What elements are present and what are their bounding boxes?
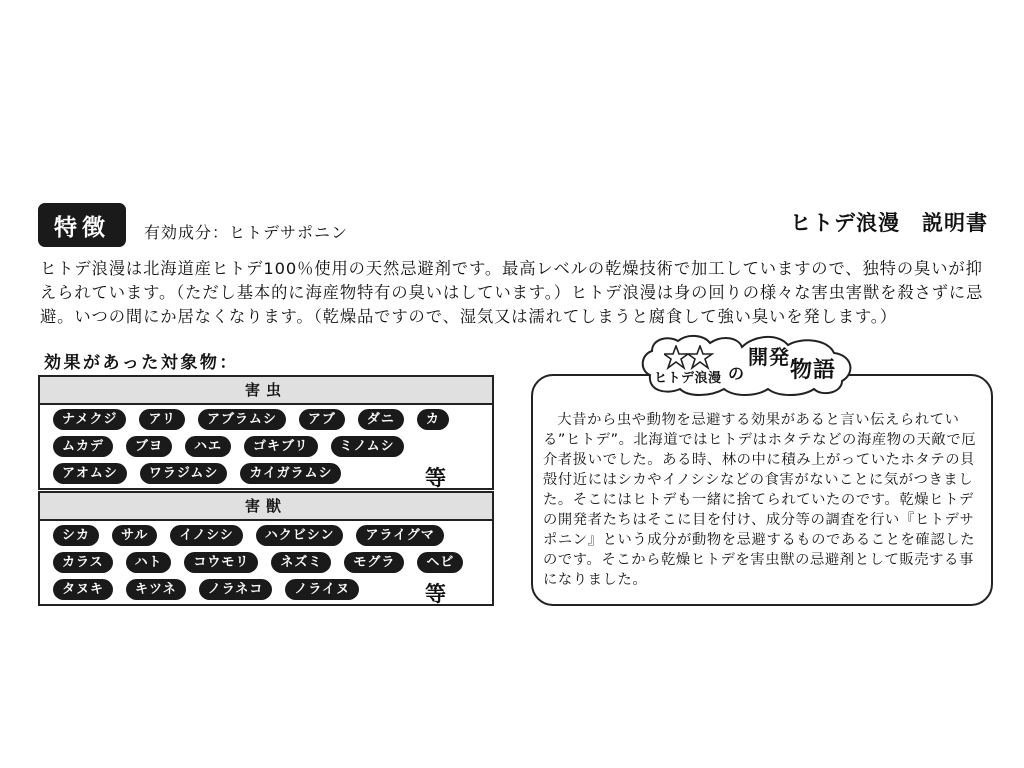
target-tag: サル xyxy=(112,525,157,546)
target-tag: モグラ xyxy=(344,552,404,573)
target-tag: ムカデ xyxy=(53,436,113,457)
feature-badge: 特徴 xyxy=(38,203,126,247)
animals-box xyxy=(38,491,494,606)
story-brand: ヒトデ浪漫 xyxy=(654,371,722,386)
target-tag: ネズミ xyxy=(271,552,331,573)
target-tag: ワラジムシ xyxy=(140,463,227,484)
animals-row-2 xyxy=(53,552,463,573)
target-tag: ブヨ xyxy=(126,436,172,457)
target-tag: ヘビ xyxy=(417,552,463,573)
target-tag: コウモリ xyxy=(184,552,258,573)
target-tag: ハト xyxy=(126,552,172,573)
story-particle: の xyxy=(728,364,745,383)
target-tag: アブ xyxy=(299,409,345,430)
target-tag: カイガラムシ xyxy=(240,463,341,484)
pests-etc: 等 xyxy=(425,466,446,490)
target-tag: タヌキ xyxy=(53,579,113,600)
target-tag: ノライヌ xyxy=(285,579,359,600)
target-tag: イノシシ xyxy=(170,525,242,546)
story-title-part2: 物語 xyxy=(790,358,837,383)
animals-header: 害獣 xyxy=(40,493,492,521)
target-tag: アオムシ xyxy=(53,463,127,484)
target-tag: アブラムシ xyxy=(198,409,286,430)
target-tag: ミノムシ xyxy=(331,436,404,457)
target-tag: キツネ xyxy=(126,579,186,600)
story-title-bubble xyxy=(638,331,860,397)
target-tag: ダニ xyxy=(358,409,404,430)
pests-row-3 xyxy=(53,463,341,484)
story-title-part1: 開発 xyxy=(748,345,790,369)
target-tag: ハエ xyxy=(185,436,231,457)
target-tag: ゴキブリ xyxy=(244,436,317,457)
pests-header: 害虫 xyxy=(40,377,492,405)
target-tag: カラス xyxy=(53,552,113,573)
product-description: ヒトデ浪漫は北海道産ヒトデ100％使用の天然忌避剤です。最高レベルの乾燥技術で加工していますので、独特の臭いが抑えられています。（ただし基本的に海産物特有の臭いはしています。）ヒトデ浪漫は身の回りの様々な害虫害獣を殺さずに忌避。いつの間にか居なくなります。（乾燥品ですので、湿気又は濡れてしまうと腐食して強い臭いを発します。） xyxy=(40,259,984,326)
pests-row-1 xyxy=(53,409,449,430)
target-tag: シカ xyxy=(53,525,99,546)
target-tag: アリ xyxy=(139,409,184,430)
document-title: ヒトデ浪漫 説明書 xyxy=(790,211,988,235)
animals-row-3 xyxy=(53,579,359,600)
target-tag: アライグマ xyxy=(356,525,443,546)
target-tag: カ xyxy=(417,409,449,430)
animals-row-1 xyxy=(53,525,444,546)
target-tag: ハクビシン xyxy=(256,525,344,546)
pests-box xyxy=(38,375,494,490)
animals-etc: 等 xyxy=(425,582,446,606)
effect-heading: 効果があった対象物： xyxy=(44,353,239,373)
story-text: 大昔から虫や動物を忌避する効果があると言い伝えられている”ヒトデ”。北海道ではヒトデはホタテなどの海産物の天敵で厄介者扱いでした。ある時、林の中に積み上がっていたホタテの貝殻付近にはシカやイノシシなどの食害がないことに気がつきました。そこにはヒトデも一緒に捨てられていたのです。乾燥ヒトデの開発者たちはそこに目を付け、成分等の調査を行い『ヒトデサポニン』という成分が動物を忌避するものであることを確認したのです。そこから乾燥ヒトデを害虫獣の忌避剤として販売する事になりました。 xyxy=(543,412,977,588)
pests-row-2 xyxy=(53,436,404,457)
target-tag: ナメクジ xyxy=(53,409,126,430)
active-ingredient: 有効成分：ヒトデサポニン xyxy=(144,223,349,242)
target-tag: ノラネコ xyxy=(199,579,273,600)
